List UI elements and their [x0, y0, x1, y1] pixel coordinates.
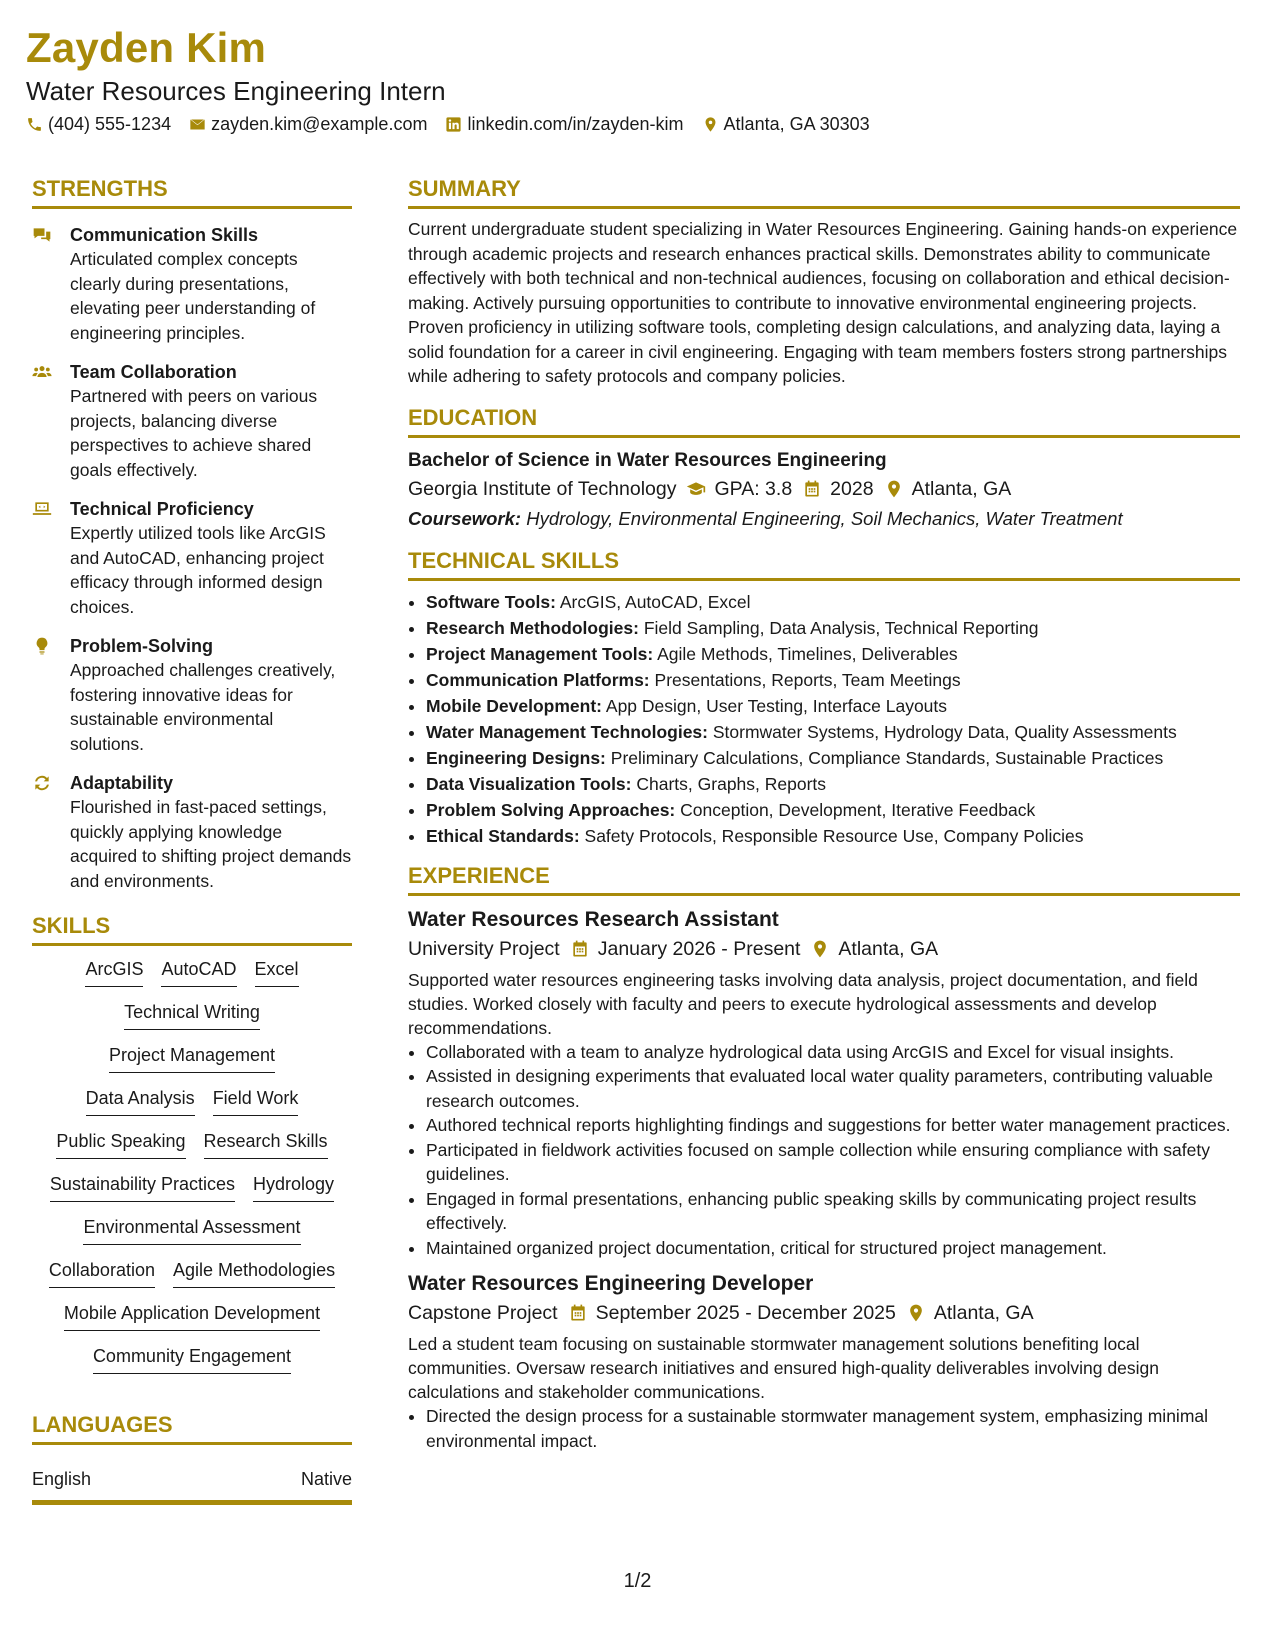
strength-item [32, 360, 352, 482]
tech-skill-item [426, 589, 1240, 615]
linkedin-text: linkedin.com/in/zayden-kim [467, 114, 684, 134]
strength-title: Team Collaboration [70, 362, 237, 382]
skill-tag: ArcGIS [85, 958, 143, 987]
skills-heading: SKILLS [32, 913, 352, 946]
lightbulb-icon [32, 636, 52, 656]
strength-item [32, 634, 352, 756]
job-dates: January 2026 - Present [597, 937, 801, 960]
calendar-icon [802, 479, 822, 499]
page-number: 1/2 [623, 1570, 652, 1592]
tech-skill-item [426, 797, 1240, 823]
team-icon [32, 362, 52, 382]
tech-skill-value: Agile Methods, Timelines, Deliverables [657, 643, 958, 664]
chat-icon [32, 225, 52, 245]
language-item [32, 1469, 352, 1505]
job-entry [408, 906, 1240, 1261]
school-location: Atlanta, GA [911, 477, 1012, 500]
linkedin-icon [445, 116, 462, 133]
strength-title: Problem-Solving [70, 636, 214, 656]
languages-heading: LANGUAGES [32, 1412, 352, 1445]
strength-desc: Expertly utilized tools like ArcGIS and AutoCAD, enhancing project efficacy through informed design choices. [70, 523, 326, 617]
job-description: Led a student team focusing on sustainable stormwater management solutions benefiting local communities. Oversaw research initiatives and ensured high-quality deliverables involving design calculations and stakeholder communications. [408, 1334, 1159, 1402]
gpa-text: GPA: 3.8 [714, 477, 793, 500]
skill-tag: Hydrology [253, 1173, 334, 1202]
phone-icon [26, 116, 43, 133]
tech-skill-label: Water Management Technologies: [426, 721, 708, 742]
language-level: Native [300, 1469, 352, 1489]
strength-desc: Partnered with peers on various projects, balancing diverse perspectives to achieve shared goals effectively. [70, 386, 318, 480]
candidate-name: Zayden Kim [26, 24, 267, 71]
strength-desc: Flourished in fast-paced settings, quickly applying knowledge acquired to shifting project demands and environments. [70, 797, 352, 891]
language-name: English [32, 1469, 92, 1489]
technical-skills-heading: TECHNICAL SKILLS [408, 548, 1240, 581]
tech-skill-label: Mobile Development: [426, 695, 602, 716]
education-meta [408, 474, 1240, 504]
skill-tag: Public Speaking [56, 1130, 185, 1159]
skill-tag: Community Engagement [93, 1345, 291, 1374]
job-org: University Project [408, 937, 560, 960]
tech-skill-item [426, 771, 1240, 797]
tech-skill-label: Project Management Tools: [426, 643, 654, 664]
contact-location [702, 114, 870, 135]
job-bullets [408, 1404, 1240, 1453]
grad-year: 2028 [830, 477, 874, 500]
job-location: Atlanta, GA [838, 937, 939, 960]
contact-bar [26, 114, 870, 135]
tech-skill-item [426, 823, 1240, 849]
job-bullet: • Directed the design process for a sustainable stormwater management system, emphasizing minimal environmental impact. [426, 1404, 1240, 1453]
tech-skill-value: Field Sampling, Data Analysis, Technical Reporting [643, 617, 1039, 638]
summary-heading: SUMMARY [408, 176, 1240, 209]
tech-skill-value: Preliminary Calculations, Compliance Standards, Sustainable Practices [610, 747, 1164, 768]
tech-skill-item [426, 641, 1240, 667]
tech-skill-value: Presentations, Reports, Team Meetings [654, 669, 961, 690]
strengths-list [32, 223, 352, 893]
tech-skill-label: Research Methodologies: [426, 617, 639, 638]
right-column [408, 176, 1240, 1453]
skill-tag: Mobile Application Development [64, 1302, 320, 1331]
tech-skill-label: Data Visualization Tools: [426, 773, 632, 794]
job-bullet: • Maintained organized project documentation, critical for structured project management. [426, 1236, 1240, 1261]
skill-tag: Technical Writing [124, 1001, 260, 1030]
coursework [408, 504, 1240, 534]
tech-skill-value: Charts, Graphs, Reports [636, 773, 827, 794]
strengths-heading: STRENGTHS [32, 176, 352, 209]
map-pin-icon [810, 939, 830, 959]
strength-item [32, 771, 352, 893]
experience-heading: EXPERIENCE [408, 863, 1240, 896]
job-bullet: • Engaged in formal presentations, enhancing public speaking skills by communicating project results effectively. [426, 1187, 1240, 1236]
tech-skill-value: Stormwater Systems, Hydrology Data, Quality Assessments [712, 721, 1177, 742]
strength-item [32, 497, 352, 619]
job-entry [408, 1270, 1240, 1453]
job-meta [408, 1298, 1240, 1328]
envelope-icon [189, 116, 206, 133]
summary-text: Current undergraduate student specializing in Water Resources Engineering. Gaining hands-on experience through academic projects and research enhances practical skills. Demonstrates ability to communicate effectively with both technical and non-technical audiences, focusing on collaboration and ethical decision-making. Actively pursuing opportunities to contribute to innovative environmental engineering projects. Proven proficiency in utilizing software tools, completing design calculations, and analyzing data, laying a solid foundation for a career in civil engineering. Engaging with team members fosters strong partnerships while adhering to safety protocols and company policies. [408, 219, 1238, 386]
skill-tag: Sustainability Practices [50, 1173, 235, 1202]
skill-tag: Collaboration [49, 1259, 155, 1288]
map-pin-icon [702, 116, 719, 133]
phone-text: (404) 555-1234 [48, 114, 172, 134]
job-dates: September 2025 - December 2025 [595, 1302, 896, 1324]
contact-email[interactable] [189, 114, 427, 135]
left-column [32, 176, 352, 1505]
job-bullet: • Assisted in designing experiments that evaluated local water quality parameters, contributing valuable research outcomes. [426, 1064, 1240, 1113]
tech-skill-value: ArcGIS, AutoCAD, Excel [559, 591, 751, 612]
strength-title: Technical Proficiency [70, 499, 254, 519]
skill-tag: Excel [255, 958, 299, 987]
strength-title: Adaptability [70, 773, 174, 793]
skill-tag: Research Skills [204, 1130, 328, 1159]
tech-skill-item [426, 667, 1240, 693]
refresh-icon [32, 773, 52, 793]
job-bullet: • Authored technical reports highlighting findings and suggestions for better water management practices. [426, 1113, 1240, 1138]
tech-skill-value: App Design, User Testing, Interface Layouts [605, 695, 948, 716]
tech-skill-item [426, 615, 1240, 641]
job-bullet: • Participated in fieldwork activities focused on sample collection while ensuring compliance with safety guidelines. [426, 1138, 1240, 1187]
tech-skill-label: Problem Solving Approaches: [426, 799, 676, 820]
calendar-icon [568, 1303, 588, 1323]
technical-skills-list [408, 589, 1240, 849]
job-location: Atlanta, GA [933, 1302, 1034, 1324]
contact-phone[interactable] [26, 114, 171, 135]
job-description: Supported water resources engineering tasks involving data analysis, project documentation, and field studies. Worked closely with faculty and peers to execute hydrological assessments and develop recommendations. [408, 969, 1198, 1038]
coursework-label: Coursework: [408, 507, 522, 529]
job-bullets [408, 1040, 1240, 1261]
job-title: Water Resources Engineering Developer [408, 1272, 814, 1295]
skill-tag: Environmental Assessment [83, 1216, 300, 1245]
school-name: Georgia Institute of Technology [408, 477, 677, 500]
skill-tag: Data Analysis [86, 1087, 195, 1116]
job-meta [408, 934, 1240, 964]
coursework-list: Hydrology, Environmental Engineering, Soil Mechanics, Water Treatment [526, 507, 1123, 529]
tech-skill-label: Ethical Standards: [426, 825, 580, 846]
contact-linkedin[interactable] [445, 114, 683, 135]
graduation-cap-icon [686, 479, 706, 499]
tech-skill-value: Safety Protocols, Responsible Resource Use, Company Policies [584, 825, 1084, 846]
job-title: Water Resources Research Assistant [408, 907, 779, 931]
tech-skill-label: Engineering Designs: [426, 747, 606, 768]
tech-skill-label: Software Tools: [426, 591, 556, 612]
tech-skill-value: Conception, Development, Iterative Feedback [680, 799, 1036, 820]
job-bullet: • Collaborated with a team to analyze hydrological data using ArcGIS and Excel for visual insights. [426, 1040, 1240, 1065]
tech-skill-label: Communication Platforms: [426, 669, 650, 690]
job-org: Capstone Project [408, 1302, 558, 1324]
calendar-icon [570, 939, 590, 959]
strength-title: Communication Skills [70, 225, 259, 245]
skill-tag: Project Management [109, 1044, 275, 1073]
tech-skill-item [426, 745, 1240, 771]
tech-skill-item [426, 719, 1240, 745]
education-heading: EDUCATION [408, 405, 1240, 438]
map-pin-icon [884, 479, 904, 499]
laptop-icon [32, 499, 52, 519]
tech-skill-item [426, 693, 1240, 719]
location-text: Atlanta, GA 30303 [723, 114, 870, 134]
email-text: zayden.kim@example.com [211, 114, 428, 134]
map-pin-icon [906, 1303, 926, 1323]
skill-tag: Agile Methodologies [173, 1259, 335, 1288]
degree-title: Bachelor of Science in Water Resources Engineering [408, 449, 887, 471]
skills-list [32, 958, 352, 1374]
strength-item [32, 223, 352, 345]
strength-desc: Approached challenges creatively, fostering innovative ideas for sustainable environmental solutions. [70, 660, 336, 754]
skill-tag: Field Work [213, 1087, 299, 1116]
candidate-title: Water Resources Engineering Intern [26, 76, 446, 106]
strength-desc: Articulated complex concepts clearly during presentations, elevating peer understanding of engineering principles. [70, 249, 316, 343]
skill-tag: AutoCAD [161, 958, 236, 987]
